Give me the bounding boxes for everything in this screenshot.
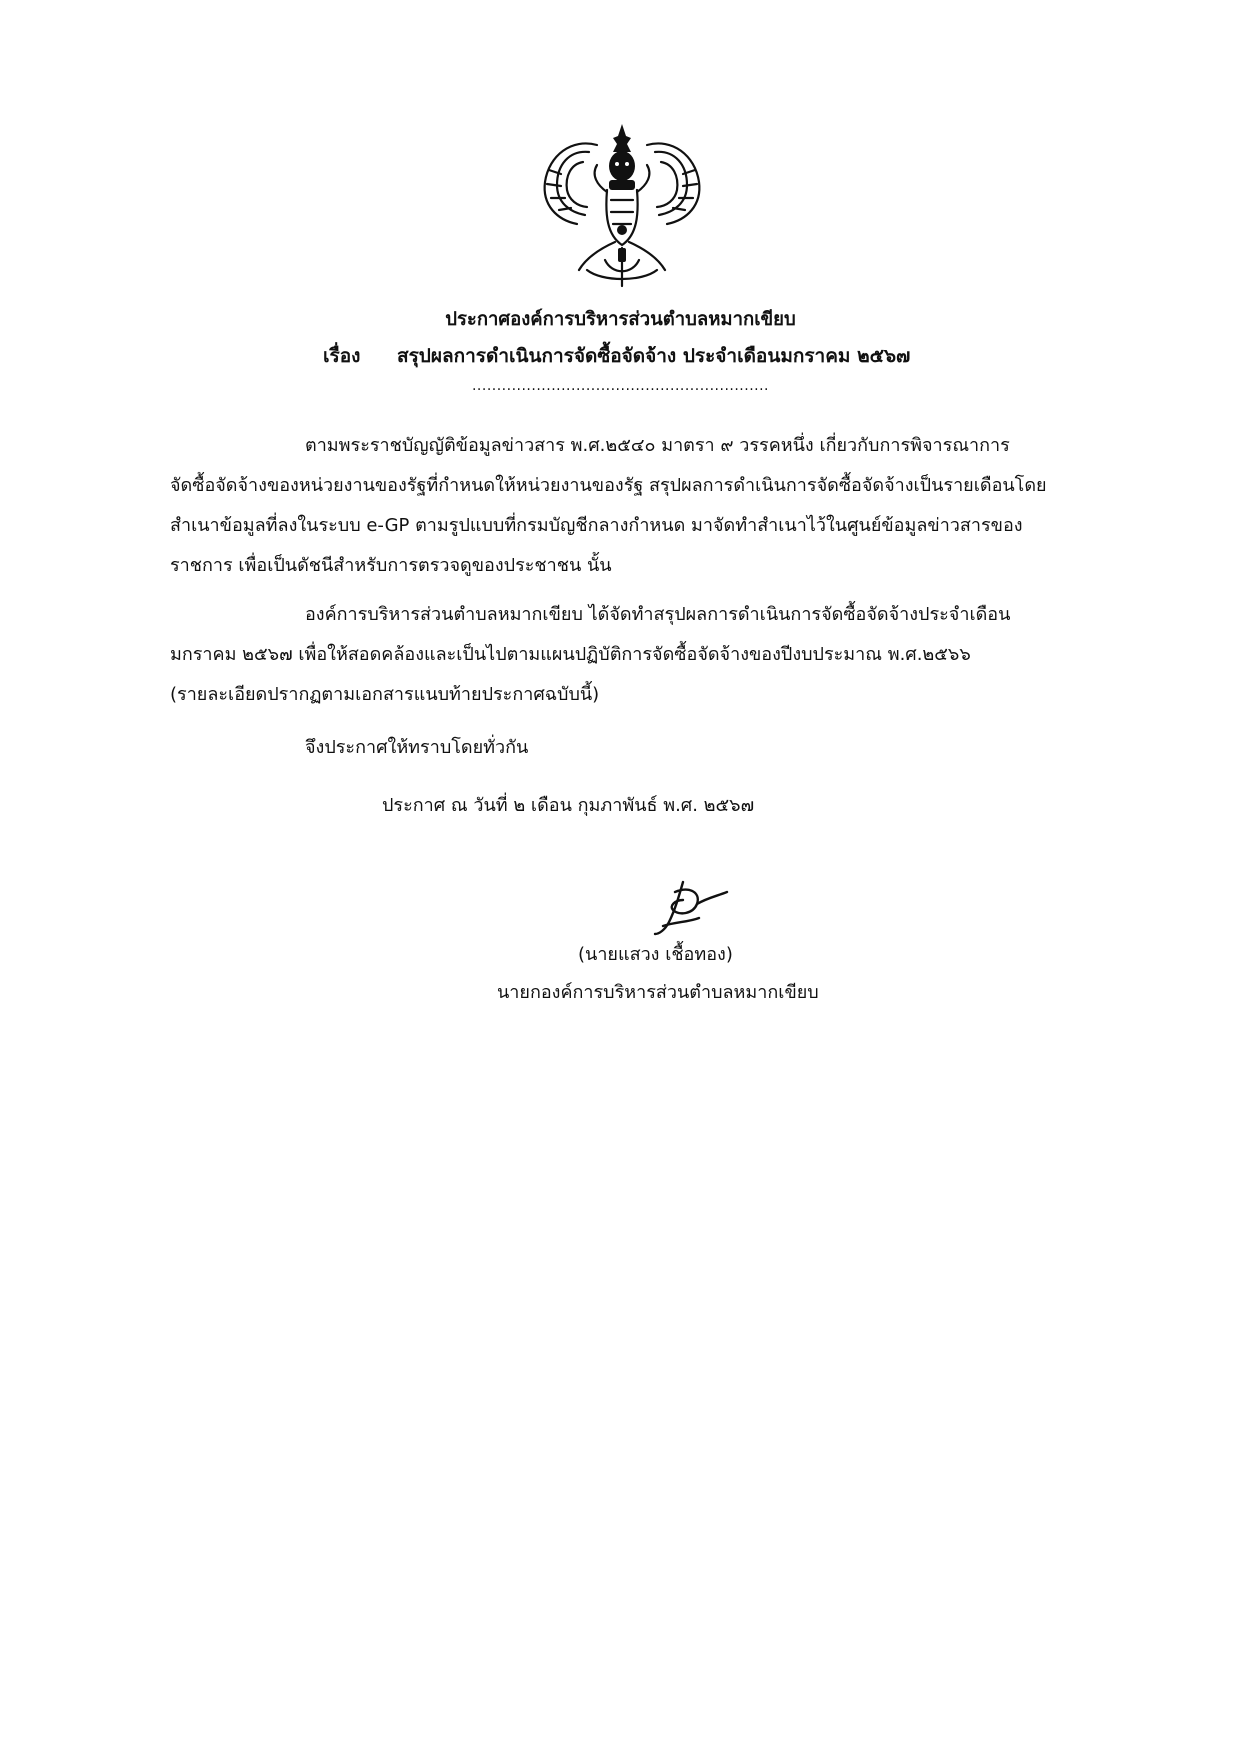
announce-line: จึงประกาศให้ทราบโดยทั่วกัน — [305, 737, 529, 758]
paragraph1-line: ราชการ เพื่อเป็นดัชนีสำหรับการตรวจดูของประชาชน นั้น — [170, 555, 612, 576]
document-title: ประกาศองค์การบริหารส่วนตำบลหมากเขียบ — [445, 309, 796, 330]
paragraph1-line: สำเนาข้อมูลที่ลงในระบบ e-GP ตามรูปแบบที่กรมบัญชีกลางกำหนด มาจัดทำสำเนาไว้ในศูนย์ข้อมูลข่าวสารของ — [170, 515, 1023, 536]
subject-label: เรื่อง — [323, 345, 361, 367]
signatory-position: นายกองค์การบริหารส่วนตำบลหมากเขียบ — [497, 982, 819, 1003]
paragraph1-line: ตามพระราชบัญญัติข้อมูลข่าวสาร พ.ศ.๒๕๔๐ มาตรา ๙ วรรคหนึ่ง เกี่ยวกับการพิจารณาการ — [305, 435, 1010, 456]
signatory-name: (นายแสวง เชื้อทอง) — [578, 944, 733, 965]
paragraph2-line: มกราคม ๒๕๖๗ เพื่อให้สอดคล้องและเป็นไปตามแผนปฏิบัติการจัดซื้อจัดจ้างของปีงบประมาณ พ.ศ.๒๕๖๖ — [170, 644, 971, 665]
paragraph2-line: องค์การบริหารส่วนตำบลหมากเขียบ ได้จัดทำสรุปผลการดำเนินการจัดซื้อจัดจ้างประจำเดือน — [305, 604, 1011, 625]
paragraph1-line: จัดซื้อจัดจ้างของหน่วยงานของรัฐที่กำหนดให้หน่วยงานของรัฐ สรุปผลการดำเนินการจัดซื้อจัดจ้างเป็นรายเดือนโดย — [170, 475, 1047, 496]
subject-text: สรุปผลการดำเนินการจัดซื้อจัดจ้าง ประจำเดือนมกราคม ๒๕๖๗ — [397, 345, 911, 367]
garuda-emblem — [527, 120, 717, 290]
date-line: ประกาศ ณ วันที่ ๒ เดือน กุมภาพันธ์ พ.ศ. ๒๕๖๗ — [382, 795, 755, 816]
separator-dots: ............................................................ — [471, 378, 769, 394]
subject-row — [323, 343, 910, 369]
paragraph2-line: (รายละเอียดปรากฏตามเอกสารแนบท้ายประกาศฉบับนี้) — [170, 684, 600, 705]
handwritten-signature — [645, 878, 735, 940]
